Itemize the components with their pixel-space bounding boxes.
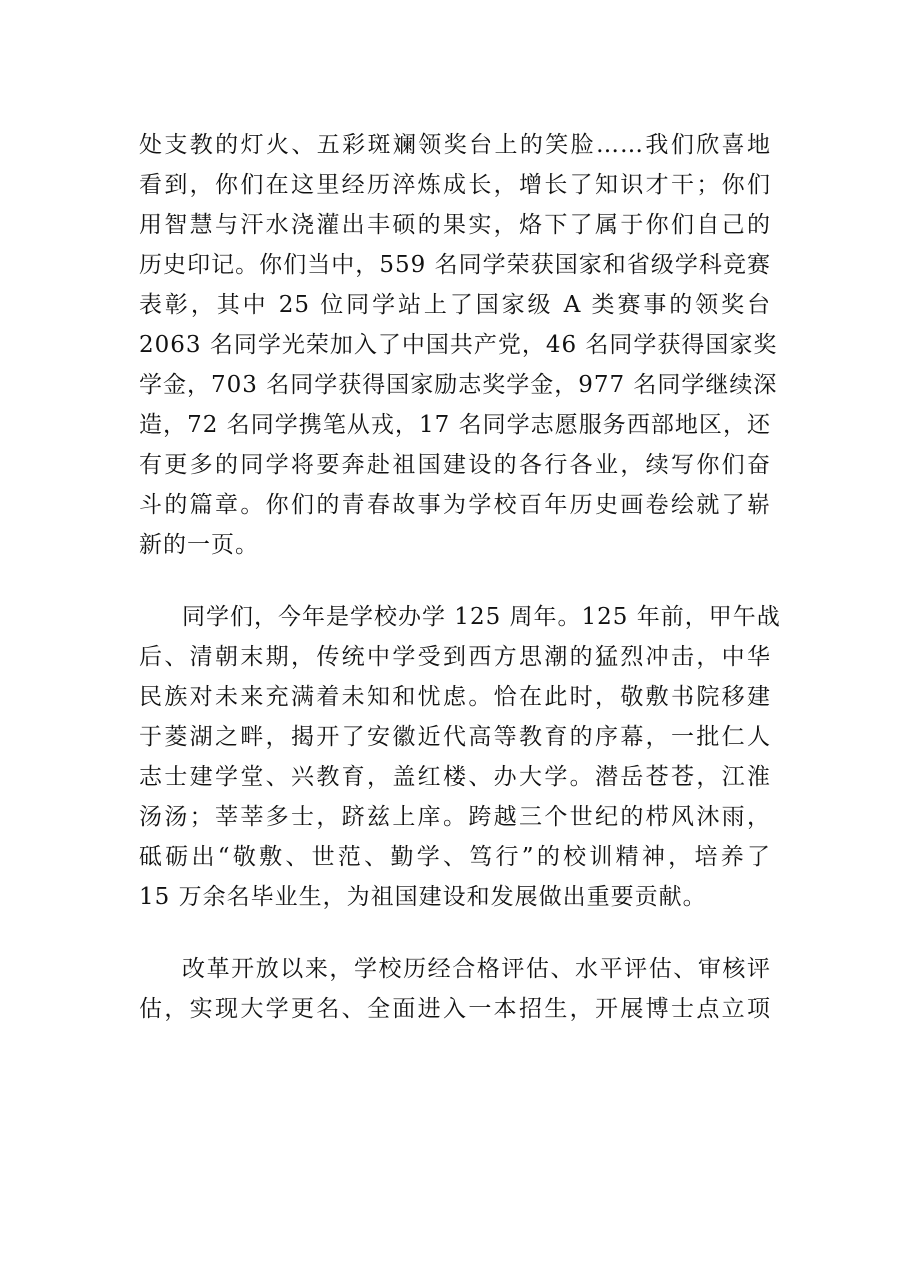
text-line: 15 万余名毕业生，为祖国建设和发展做出重要贡献。 — [139, 884, 707, 910]
text-line: 用智慧与汗水浇灌出丰硕的果实，烙下了属于你们自己的 — [139, 212, 771, 238]
text-line: 汤汤；莘莘多士，跻兹上庠。跨越三个世纪的栉风沐雨， — [139, 804, 771, 830]
text-line: 斗的篇章。你们的青春故事为学校百年历史画卷绘就了崭 — [139, 492, 771, 518]
text-line: 后、清朝末期，传统中学受到西方思潮的猛烈冲击，中华 — [139, 644, 771, 670]
text-line: 估，实现大学更名、全面进入一本招生，开展博士点立项 — [139, 996, 771, 1022]
text-line: 处支教的灯火、五彩斑斓领奖台上的笑脸……我们欣喜地 — [139, 132, 771, 158]
text-line: 同学们，今年是学校办学 125 周年。125 年前，甲午战 — [182, 604, 781, 630]
text-line: 砥砺出“敬敷、世范、勤学、笃行”的校训精神，培养了 — [139, 844, 771, 870]
text-line: 志士建学堂、兴教育，盖红楼、办大学。潜岳苍苍，江淮 — [139, 764, 771, 790]
text-line: 造，72 名同学携笔从戎，17 名同学志愿服务西部地区，还 — [139, 412, 771, 438]
text-line: 民族对未来充满着未知和忧虑。恰在此时，敬敷书院移建 — [139, 684, 771, 710]
text-line: 历史印记。你们当中，559 名同学荣获国家和省级学科竞赛 — [139, 252, 771, 278]
text-line: 新的一页。 — [139, 532, 259, 558]
text-line: 改革开放以来，学校历经合格评估、水平评估、审核评 — [182, 956, 771, 982]
text-line: 于菱湖之畔，揭开了安徽近代高等教育的序幕，一批仁人 — [139, 724, 771, 750]
text-line: 学金，703 名同学获得国家励志奖学金，977 名同学继续深 — [139, 372, 778, 398]
text-line: 表彰，其中 25 位同学站上了国家级 A 类赛事的领奖台 — [139, 292, 771, 318]
text-line: 2063 名同学光荣加入了中国共产党，46 名同学获得国家奖 — [139, 332, 778, 358]
text-line: 看到，你们在这里经历淬炼成长，增长了知识才干；你们 — [139, 172, 771, 198]
text-line: 有更多的同学将要奔赴祖国建设的各行各业，续写你们奋 — [139, 452, 771, 478]
